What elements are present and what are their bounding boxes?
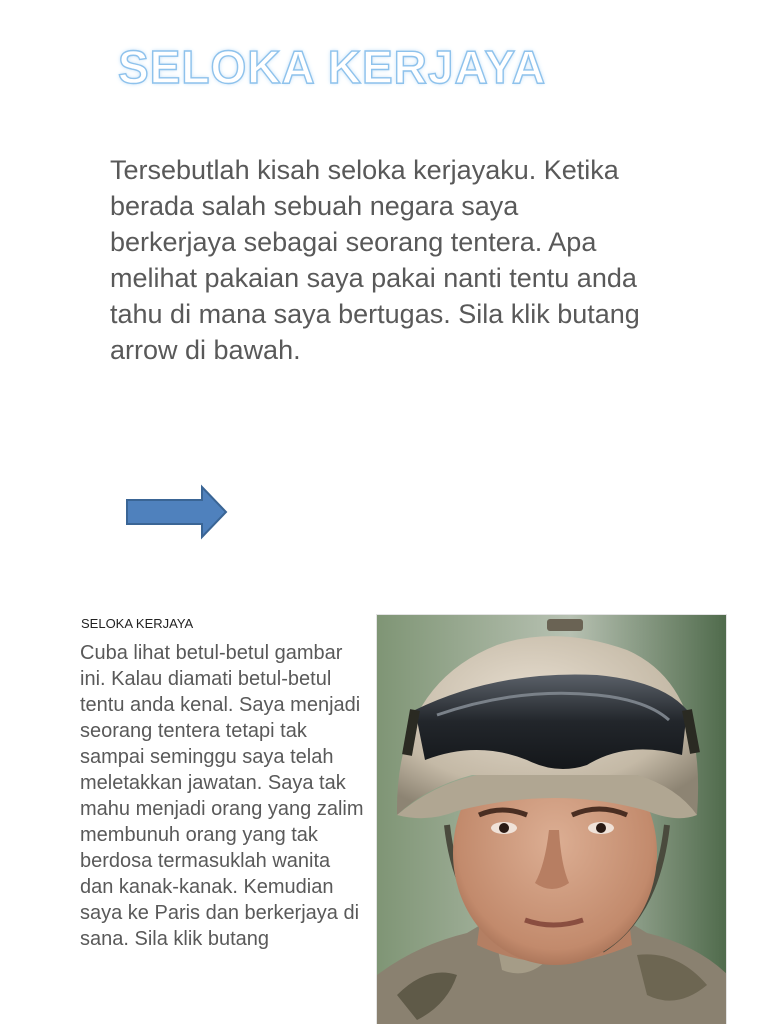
slide-title: SELOKA KERJAYA — [118, 41, 547, 93]
intro-paragraph: Tersebutlah kisah seloka kerjayaku. Ketika berada salah sebuah negara saya berkerjaya sebagai seorang tentera. Apa melihat pakaian saya pakai nanti tentu anda tahu di mana saya bertugas. Sila klik butang arrow di bawah. — [110, 155, 640, 365]
slide-subtitle: SELOKA KERJAYA — [81, 616, 194, 631]
soldier-photo — [376, 614, 727, 1024]
slide-story — [0, 590, 768, 1024]
next-arrow-button[interactable] — [124, 484, 230, 540]
soldier-portrait-image — [377, 615, 727, 1024]
right-arrow-icon — [124, 484, 230, 540]
story-paragraph: Cuba lihat betul-betul gambar ini. Kalau diamati betul-betul tentu anda kenal. Saya menjadi seorang tentera tetapi tak sampai seminggu saya telah meletakkan jawatan. Saya tak mahu menjadi orang yang zalim membunuh orang yang tak berdosa termasuklah wanita dan kanak-kanak. Kemudian saya ke Paris dan berkerjaya di sana. Sila klik butang — [80, 642, 364, 950]
